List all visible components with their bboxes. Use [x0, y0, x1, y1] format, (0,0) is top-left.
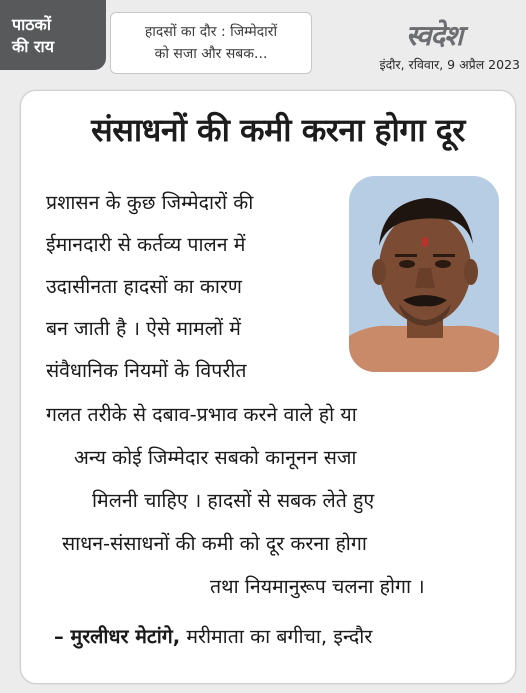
article-line-10: तथा नियमानुरूप चलना होगा । [210, 575, 425, 598]
article-line-4: बन जाती है । ऐसे मामलों में [46, 317, 241, 340]
author-place: मरीमाता का बगीचा, इन्दौर [180, 625, 373, 648]
article-line-2: ईमानदारी से कर्तव्य पालन में [46, 233, 246, 256]
article-line-6: गलत तरीके से दबाव-प्रभाव करने वाले हो या [46, 403, 357, 426]
topic-line2: को सजा और सबक... [154, 46, 268, 62]
article-headline: संसाधनों की कमी करना होगा दूर [91, 111, 465, 149]
dateline: इंदौर, रविवार, 9 अप्रैल 2023 [379, 57, 520, 72]
article-line-7: अन्य कोई जिम्मेदार सबको कानूनन सजा [74, 446, 357, 469]
topic-line1: हादसों का दौर : जिम्मेदारों [144, 24, 278, 40]
author-photo [349, 176, 499, 372]
section-tag-line1: पाठकों [12, 15, 51, 34]
author-signature [54, 622, 510, 649]
topic-box [110, 12, 312, 74]
author-name: – मुरलीधर मेटांगे, [54, 625, 181, 648]
article-line-8: मिलनी चाहिए । हादसों से सबक लेते हुए [92, 489, 375, 512]
newspaper-logo: स्वदेश [405, 19, 463, 52]
article-line-1: प्रशासन के कुछ जिम्मेदारों की [46, 191, 254, 214]
section-tag [0, 0, 106, 70]
author-portrait-image [349, 176, 499, 372]
article-line-3: उदासीनता हादसों का कारण [46, 275, 243, 298]
article-line-5: संवैधानिक नियमों के विपरीत [46, 359, 247, 382]
article-line-9: साधन-संसाधनों की कमी को दूर करना होगा [62, 532, 367, 555]
section-tag-line2: की राय [12, 37, 54, 56]
